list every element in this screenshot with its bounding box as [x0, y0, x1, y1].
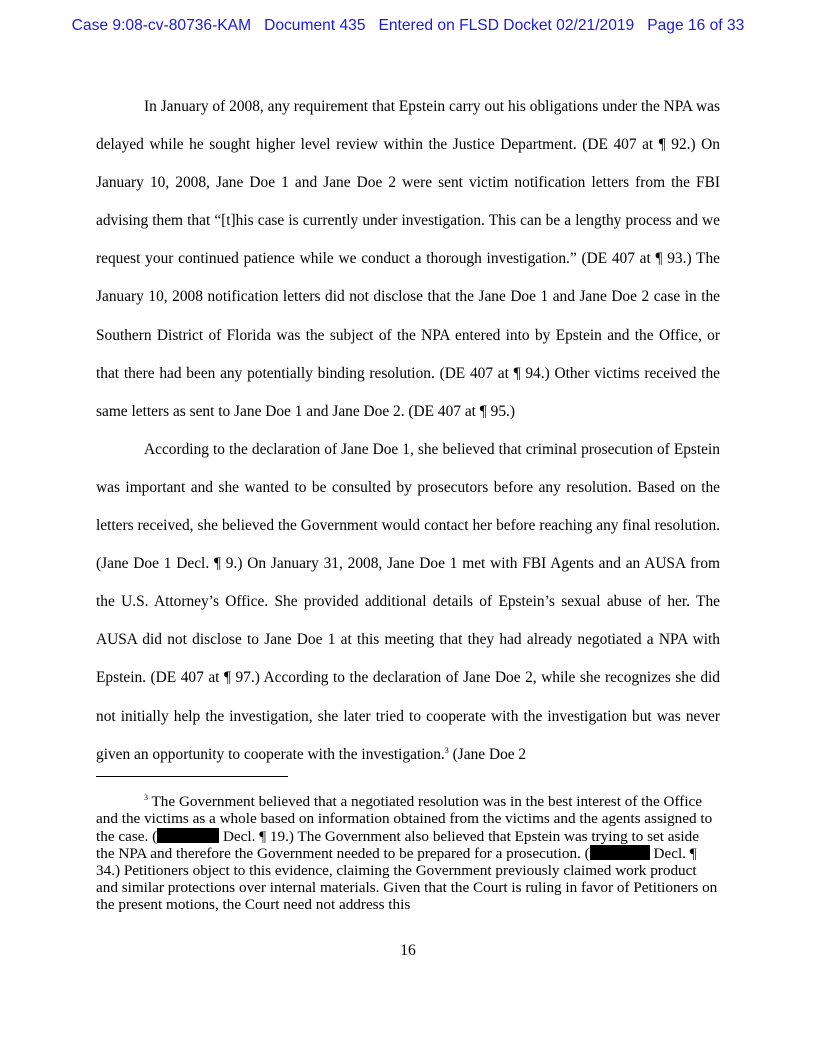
footnote-text: Decl. ¶ 34.) Petitioners object to this evidence, claiming the Government previously claimed work product and similar protections over internal materials. Given that the Court is ruling in favor of Petitioners on the present motions, the Court need not address this	[96, 845, 718, 913]
footnote	[96, 794, 720, 914]
footnote-reference[interactable]: 3	[444, 745, 449, 755]
paragraph-text: In January of 2008, any requirement that Epstein carry out his obligations under the NPA was delayed while he sought higher level review within the Justice Department. (DE 407 at ¶ 92.) On January 10, 2008, Jane Doe 1 and Jane Doe 2 were sent victim notification letters from the FBI advising them that “[t]his case is currently under investigation. This can be a lengthy process and we request your continued patience while we conduct a thorough investigation.” (DE 407 at ¶ 93.) The January 10, 2008 notification letters did not disclose that the Jane Doe 1 and Jane Doe 2 case in the Southern District of Florida was the subject of the NPA entered into by Epstein and the Office, or that there had been any potentially binding resolution. (DE 407 at ¶ 94.) Other victims received the same letters as sent to Jane Doe 1 and Jane Doe 2. (DE 407 at ¶ 95.)	[96, 98, 720, 420]
court-filing-header: Case 9:08-cv-80736-KAM Document 435 Entered on FLSD Docket 02/21/2019 Page 16 of 33	[71, 17, 745, 34]
redaction-box	[157, 828, 219, 843]
paragraph-text: According to the declaration of Jane Doe 1, she believed that criminal prosecution of Epstein was important and she wanted to be consulted by prosecutors before any resolution. Based on the letters received, she believed the Government would contact her before reaching any final resolution. (Jane Doe 1 Decl. ¶ 9.) On January 31, 2008, Jane Doe 1 met with FBI Agents and an AUSA from the U.S. Attorney’s Office. She provided additional details of Epstein’s sexual abuse of her. The AUSA did not disclose to Jane Doe 1 at this meeting that they had already negotiated a NPA with Epstein. (DE 407 at ¶ 97.) According to the declaration of Jane Doe 2, while she recognizes she did not initially help the investigation, she later tried to cooperate with the investigation but was never given an opportunity to cooperate with the investigation.	[96, 440, 720, 763]
footnote-marker: 3	[144, 793, 148, 802]
footnote-text: Decl. ¶ 19.) The Government also believed that Epstein was trying to set aside the NPA and therefore the Government needed to be prepared for a prosecution. (	[96, 827, 699, 863]
paragraph-text-continued: (Jane Doe 2	[448, 745, 527, 763]
footnote-separator	[96, 776, 288, 777]
paragraph	[96, 431, 720, 774]
page-number: 16	[400, 942, 416, 959]
footnote-text: The Government believed that a negotiated resolution was in the best interest of the Office and the victims as a whole based on information obtained from the victims and the agents assigned to the case. (	[96, 793, 713, 845]
paragraph	[96, 88, 720, 431]
document-body	[96, 88, 720, 774]
redaction-box	[590, 845, 650, 860]
